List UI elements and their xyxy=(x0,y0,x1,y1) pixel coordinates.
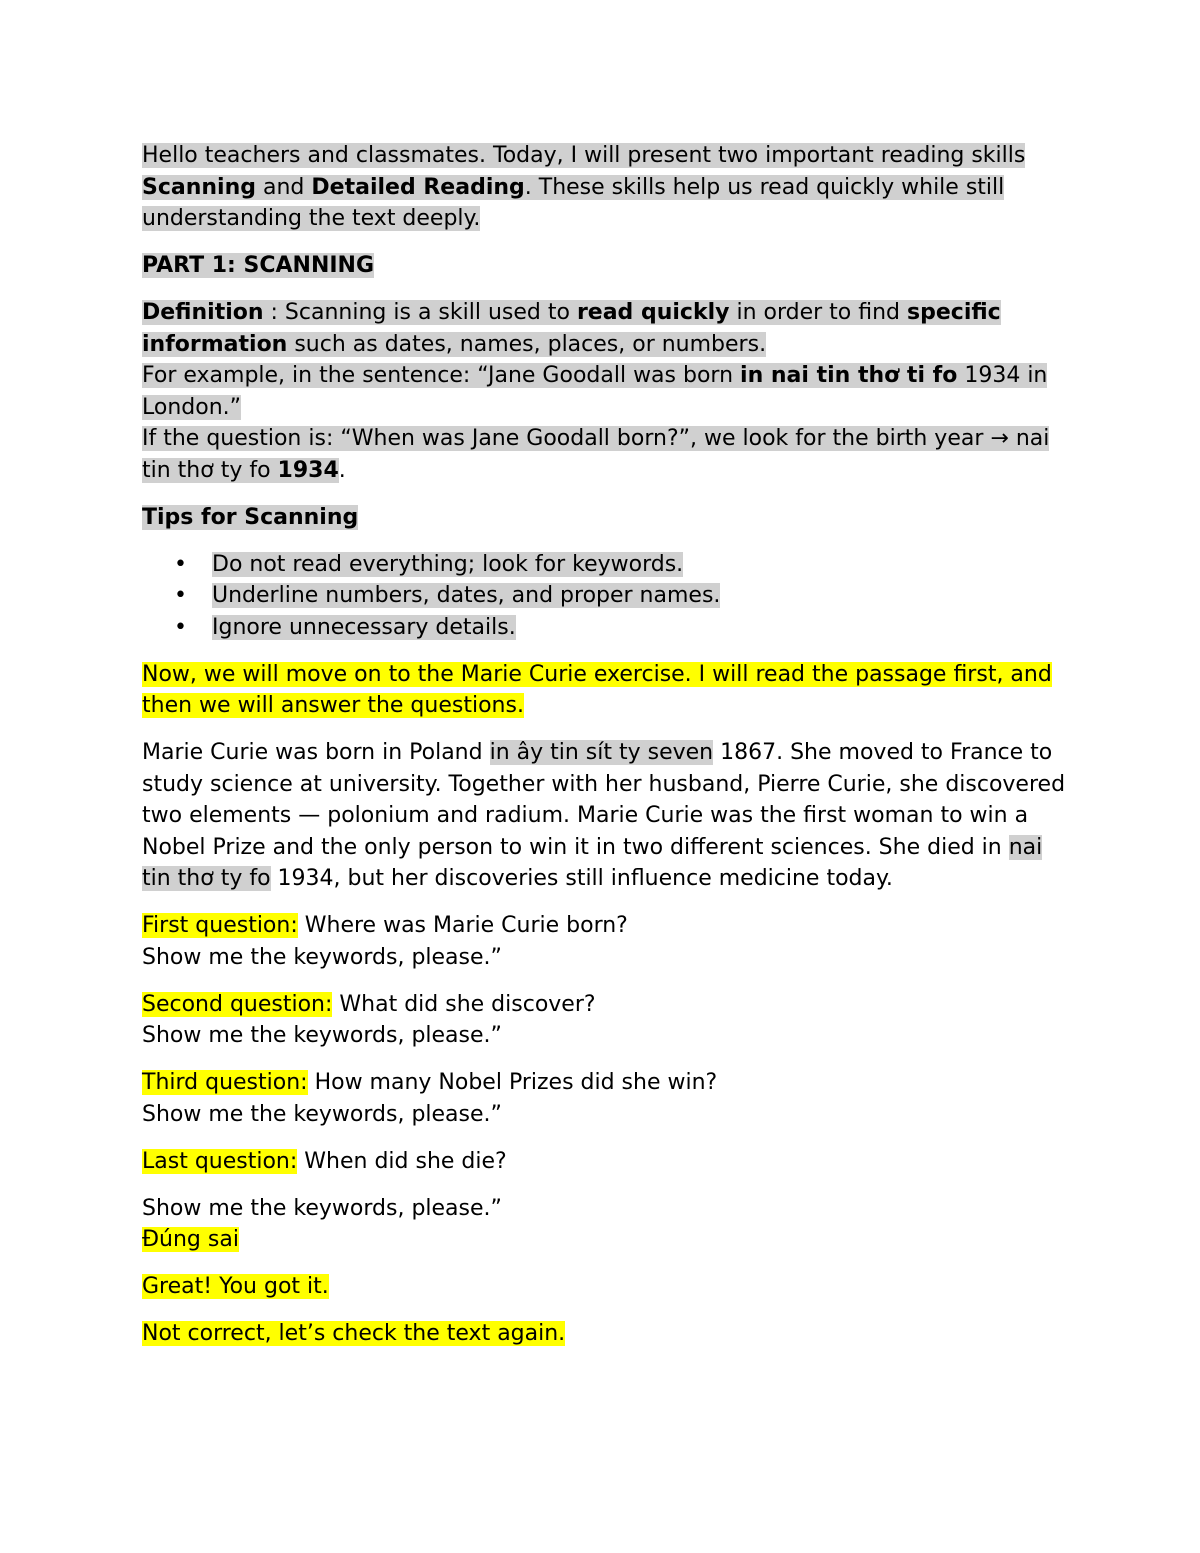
feedback-correct: Great! You got it. xyxy=(142,1274,329,1299)
example-year: 1934 xyxy=(277,457,339,483)
example-bold: in nai tin thơ ti fo xyxy=(740,363,958,388)
feedback-wrong: Not correct, let’s check the text again. xyxy=(142,1321,566,1346)
bullet-icon: • xyxy=(174,614,187,640)
example-question: If the question is: “When was Jane Goodall born?”, we look for the birth year → nai tin thơ ty fo xyxy=(142,426,1050,483)
transition-paragraph: Now, we will move on to the Marie Curie exercise. I will read the passage first, and then we will answer the questions. xyxy=(142,661,1052,718)
intro-paragraph xyxy=(142,140,1072,235)
tips-heading: Tips for Scanning xyxy=(142,504,359,530)
question-label: Second question: xyxy=(142,991,333,1017)
passage-highlight-2: nai tin thơ ty fo xyxy=(142,834,1043,891)
last-follow-paragraph: Show me the keywords, please.” Đúng sai xyxy=(142,1195,502,1252)
true-false-label: Đúng sai xyxy=(142,1227,239,1252)
passage-highlight-1: in ây tin sít ty seven xyxy=(489,740,714,765)
list-item: • Ignore unnecessary details. xyxy=(142,612,1072,644)
part1-heading: PART 1: SCANNING xyxy=(142,253,375,278)
question-3: Third question: How many Nobel Prizes did she win? Show me the keywords, please.” xyxy=(142,1070,718,1127)
intro-text-1: Hello teachers and classmates. Today, I will present two important reading skills xyxy=(142,143,1026,168)
bullet-icon: • xyxy=(174,583,187,608)
tips-list xyxy=(142,549,1072,644)
skill-detailed-reading: Detailed Reading xyxy=(311,174,525,200)
bullet-icon: • xyxy=(174,551,187,577)
list-item: • Underline numbers, dates, and proper names. xyxy=(142,580,1072,612)
document-body xyxy=(142,140,1072,1365)
list-item: • Do not read everything; look for keywords. xyxy=(142,549,1072,581)
intro-and: and xyxy=(256,174,312,200)
question-label: Last question: xyxy=(142,1148,298,1174)
question-label: First question: xyxy=(142,913,298,938)
passage-paragraph: Marie Curie was born in Poland in ây tin sít ty seven 1867. She moved to France to study science at university. Together with her husband, Pierre Curie, she discovered two elements — polonium and radium. Marie Curie was the first woman to win a Nobel Prize and the only person to win it in two different sciences. She died in nai tin thơ ty fo 1934, but her discoveries still influence medicine today. xyxy=(142,740,1066,891)
definition-bold-specific-info: specific information xyxy=(142,300,1001,357)
skill-scanning: Scanning xyxy=(142,174,257,200)
example-text-2: 1934 in London.” xyxy=(142,363,1048,420)
question-label: Third question: xyxy=(142,1070,308,1095)
definition-label: Definition xyxy=(142,300,264,325)
question-2: Second question: What did she discover? Show me the keywords, please.” xyxy=(142,991,596,1048)
example-text-1: For example, in the sentence: “Jane Goodall was born xyxy=(142,363,741,388)
definition-paragraph: Definition : Scanning is a skill used to read quickly in order to find specific information such as dates, names, places, or numbers. For example, in the sentence: “Jane Goodall was born in nai tin thơ ti fo 1934 in London.” If the question is: “When was Jane Goodall born?”, we look for the birth year → nai tin thơ ty fo 1934. xyxy=(142,300,1050,483)
definition-bold-read-quickly: read quickly xyxy=(576,300,730,325)
intro-text-2: . These skills help us read quickly while still understanding the text deeply. xyxy=(142,174,1005,231)
question-1: First question: Where was Marie Curie born? Show me the keywords, please.” xyxy=(142,913,628,970)
question-4: Last question: When did she die? xyxy=(142,1148,507,1174)
